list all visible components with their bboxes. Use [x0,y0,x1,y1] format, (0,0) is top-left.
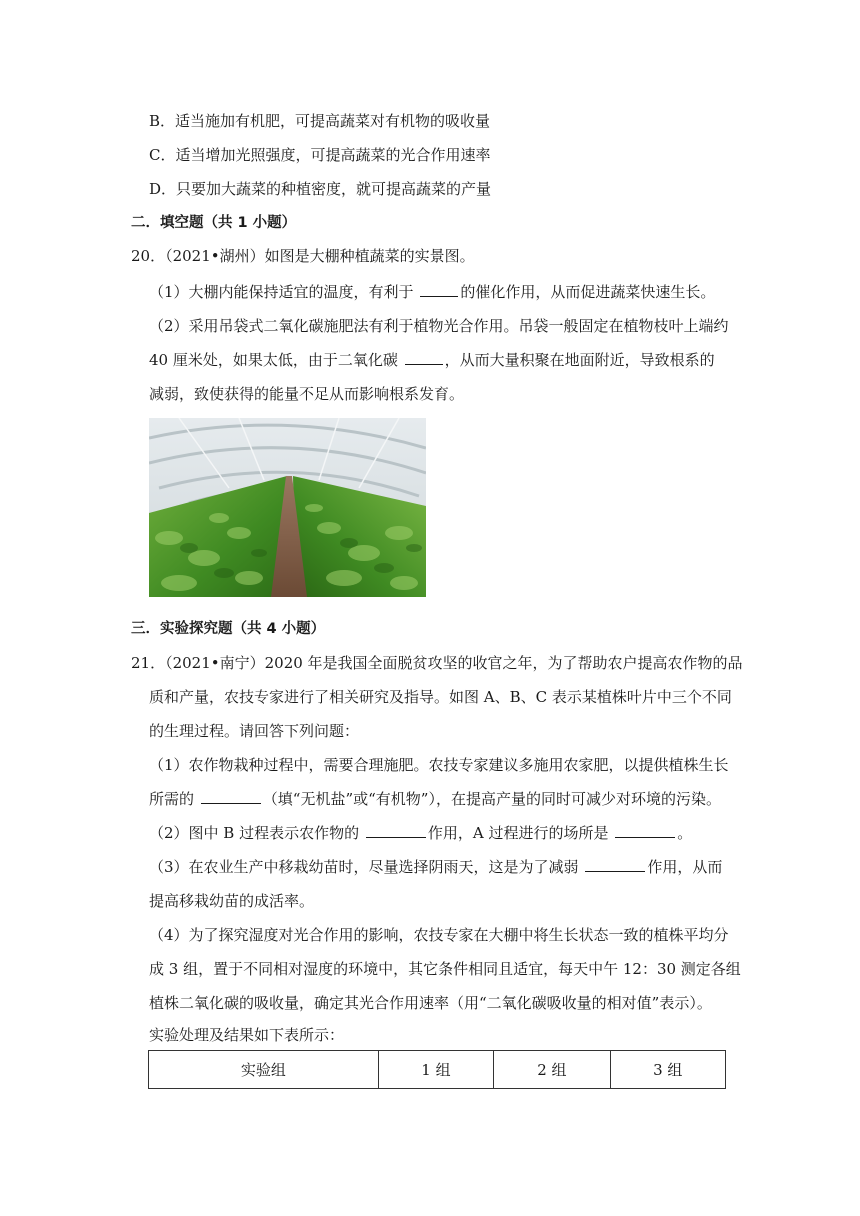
q21-line1: 21．（2021•南宁）2020 年是我国全面脱贫攻坚的收官之年，为了帮助农户提高农作物的品 [131,654,743,672]
q21-part4-line1: （4）为了探究湿度对光合作用的影响，农技专家在大棚中将生长状态一致的植株平均分 [149,926,729,944]
answer-blank[interactable] [366,823,426,838]
q20-part2-line3: 减弱，致使获得的能量不足从而影响根系发育。 [149,385,465,403]
table-header-cell: 1 组 [378,1051,493,1089]
q21-part2 [149,823,692,843]
q21-part3-text-b: 作用，从而 [647,858,723,876]
table-header-cell: 实验组 [149,1051,379,1089]
q21-line3: 的生理过程。请回答下列问题： [149,722,360,740]
greenhouse-image [149,418,426,597]
option-c: C．适当增加光照强度，可提高蔬菜的光合作用速率 [149,146,491,164]
q21-part3-line1 [149,857,722,877]
q20-part2-text-b: ，从而大量积聚在地面附近，导致根系的 [444,351,715,369]
table-header-row [149,1051,726,1089]
results-table [148,1050,726,1089]
answer-blank[interactable] [201,789,261,804]
section-title-experiment: 三．实验探究题（共 4 小题） [131,621,326,637]
q21-part2-text-b: 作用，A 过程进行的场所是 [427,824,614,842]
option-d: D．只要加大蔬菜的种植密度，就可提高蔬菜的产量 [149,180,492,198]
q20-part2-text-a: 40 厘米处，如果太低，由于二氧化碳 [149,351,403,369]
option-b: B．适当施加有机肥，可提高蔬菜对有机物的吸收量 [149,112,491,130]
q20-part2-line1: （2）采用吊袋式二氧化碳施肥法有利于植物光合作用。吊袋一般固定在植物枝叶上端约 [149,317,729,335]
q21-part1-line2 [149,789,721,809]
answer-blank[interactable] [420,282,458,297]
answer-blank[interactable] [585,857,645,872]
q20-part1 [149,282,715,302]
q21-part1-text-b: （填“无机盐”或“有机物”），在提高产量的同时可减少对环境的污染。 [262,790,721,808]
greenhouse-photo [149,418,426,597]
q21-part4-line3: 植株二氧化碳的吸收量，确定其光合作用速率（用“二氧化碳吸收量的相对值”表示）。 [149,994,712,1012]
q21-part2-text-c: 。 [677,824,693,842]
q20-part1-text-b: 的催化作用，从而促进蔬菜快速生长。 [460,283,716,301]
table-header-cell: 2 组 [494,1051,610,1089]
answer-blank[interactable] [405,350,443,365]
q21-part2-text-a: （2）图中 B 过程表示农作物的 [149,824,364,842]
q21-part4-line2: 成 3 组，置于不同相对湿度的环境中，其它条件相同且适宜，每天中午 12：30 测定各组 [149,960,741,978]
q21-part3-text-a: （3）在农业生产中移栽幼苗时，尽量选择阴雨天，这是为了减弱 [149,858,584,876]
q20-intro: 20．（2021•湖州）如图是大棚种植蔬菜的实景图。 [131,247,475,265]
q20-part1-text-a: （1）大棚内能保持适宜的温度，有利于 [149,283,419,301]
table-header-cell: 3 组 [610,1051,725,1089]
q21-part1-line1: （1）农作物栽种过程中，需要合理施肥。农技专家建议多施用农家肥，以提供植株生长 [149,756,729,774]
section-title-fill-in: 二．填空题（共 1 小题） [131,215,297,231]
q21-part1-text-a: 所需的 [149,790,199,808]
q21-part3-line2: 提高移栽幼苗的成活率。 [149,892,315,910]
answer-blank[interactable] [615,823,675,838]
q21-part4-line4: 实验处理及结果如下表所示： [149,1026,345,1044]
q21-line2: 质和产量，农技专家进行了相关研究及指导。如图 A、B、C 表示某植株叶片中三个不同 [149,688,732,706]
q20-part2-line2 [149,350,715,370]
